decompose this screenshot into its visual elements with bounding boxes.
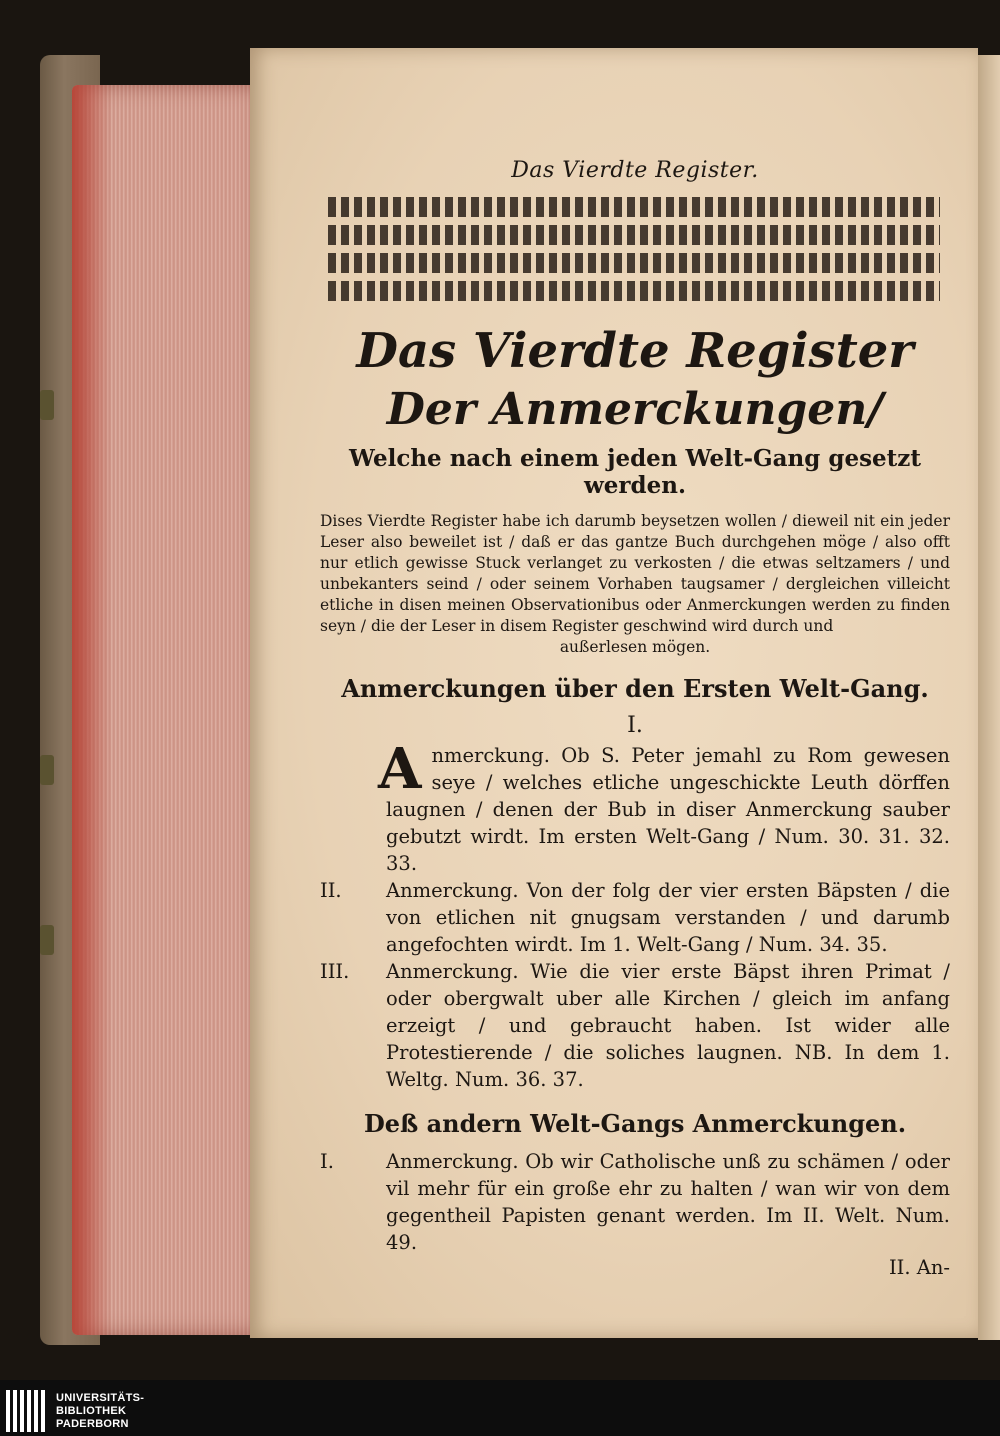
catchword: II. An- [888,1256,950,1279]
entry-text: Anmerckung. Ob S. Peter jemahl zu Rom gewesen seye / welches etliche ungeschickte Leuth dörffen laugnen / denen der Bub in diser Anmerckung sauber gebutzt wirdt. Im ersten Welt-Gang / Num. 30. 31. 32. 33. [378,736,950,875]
entry-item [320,1148,950,1256]
section-numeral: I. [627,713,643,738]
entry-text: Anmerckung. Wie die vier erste Bäpst ihren Primat / oder obergwalt uber alle Kirchen / gleich im anfang erzeigt / und gebraucht haben. Ist wider alle Protestierende / die soliches laugnen. NB. In dem 1. Weltg. Num. 36. 37. [386,960,950,1091]
entry-number: III. [320,960,350,983]
facing-page-edge [978,55,1000,1340]
library-logo [0,1386,144,1436]
intro-paragraph: Dises Vierdte Register habe ich darumb beysetzen wollen / dieweil nit ein jeder Leser also beweilet ist / daß er das gantze Buch durchgehen möge / also offt nur etlich gewisse Stuck verlanget zu verkosten / die etwas seltzamers / und unbekanters seind / oder seinem Vorhaben taugsamer / dergleichen villeicht etliche in disen meinen Observationibus oder Anmerckungen werden zu finden seyn / die der Leser in disem Register geschwind wird durch und [320,512,950,635]
running-head: Das Vierdte Register. [511,158,759,183]
logo-bars-icon [6,1390,48,1432]
logo-text: UNIVERSITÄTS- BIBLIOTHEK PADERBORN [56,1391,145,1430]
section-title-second: Deß andern Welt-Gangs Anmerckungen. [363,1109,907,1138]
entry-number: II. [320,879,342,902]
clasp-bottom [40,925,54,955]
entry-item [320,736,950,877]
intro-paragraph-last-line: außerlesen mögen. [559,638,711,656]
page-edges [72,85,262,1335]
page-title: Das Vierdte Register [356,323,914,379]
page-content [320,158,950,1280]
entry-text: Anmerckung. Ob wir Catholische unß zu schämen / oder vil mehr für ein große ehr zu halten / wan wir von dem gegentheil Papisten genant werden. Im II. Welt. Num. 49. [386,1150,950,1254]
clasp-middle [40,755,54,785]
ornamental-header-band [328,197,940,307]
entry-text: Anmerckung. Von der folg der vier ersten Bäpsten / die von etlichen nit gnugsam verstanden / und darumb angefochten wirdt. Im 1. Welt-Gang / Num. 34. 35. [386,879,950,956]
clasp-top [40,390,54,420]
page-subtitle: Welche nach einem jeden Welt-Gang gesetzt werden. [349,445,921,499]
book-page [250,48,978,1338]
section-title-first: Anmerckungen über den Ersten Welt-Gang. [341,674,929,703]
entry-item [320,877,950,958]
entry-number: I. [320,1150,334,1173]
entry-number [320,742,386,877]
page-title-second-line: Der Anmerckungen/ [386,384,884,435]
entry-item [320,958,950,1093]
